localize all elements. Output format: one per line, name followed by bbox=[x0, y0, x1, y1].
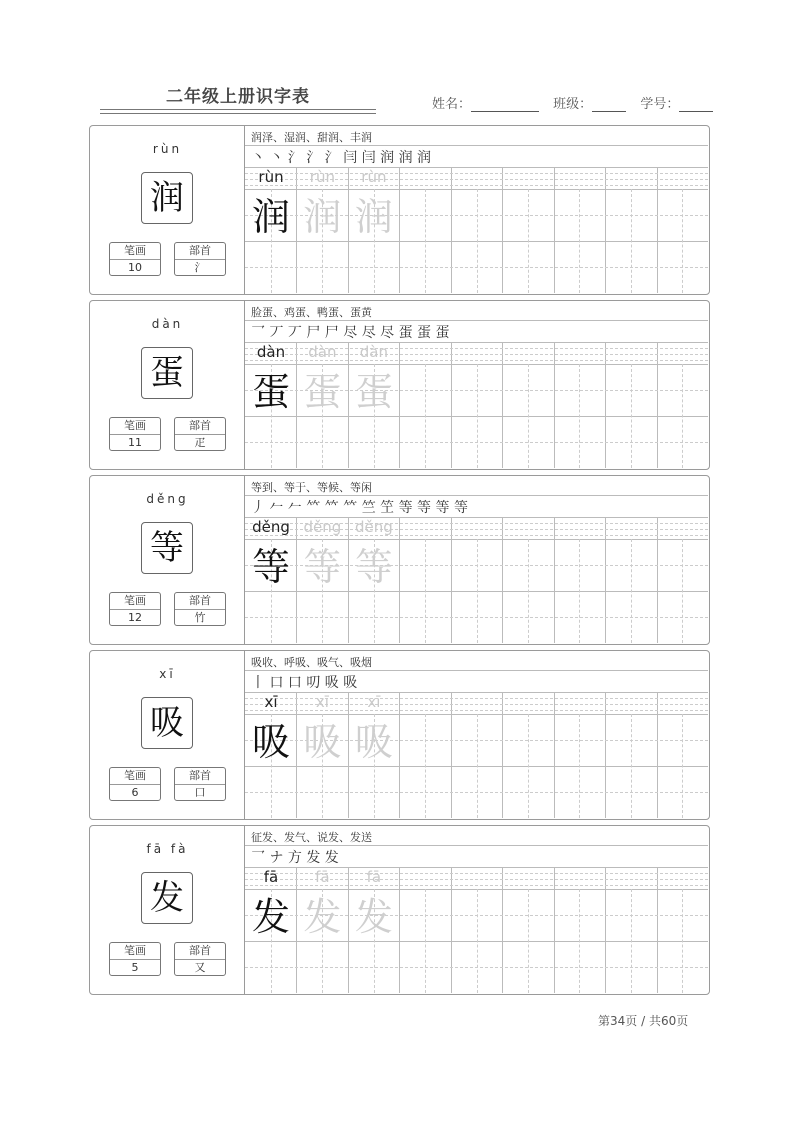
grid-vertical-midline bbox=[579, 539, 580, 643]
model-character: 发 bbox=[251, 895, 290, 939]
character-box: 发 bbox=[141, 872, 193, 924]
grid-vertical-midline bbox=[579, 364, 580, 468]
trace-pinyin: xī bbox=[315, 693, 329, 711]
grid-vertical-midline bbox=[477, 539, 478, 643]
grid-vertical-midline bbox=[528, 364, 529, 468]
stroke-count-label: 笔画 bbox=[110, 593, 160, 610]
stroke-count-value: 5 bbox=[131, 961, 139, 974]
radical-box bbox=[174, 242, 226, 276]
trace-pinyin: fā bbox=[315, 868, 330, 886]
stroke-count-label: 笔画 bbox=[110, 243, 160, 260]
grid-vertical-midline bbox=[528, 539, 529, 643]
practice-grid[interactable] bbox=[245, 517, 708, 643]
trace-pinyin: dàn bbox=[308, 343, 337, 361]
grid-vertical-midline bbox=[425, 889, 426, 993]
trace-character: 等 bbox=[354, 545, 393, 589]
stroke-count-value: 11 bbox=[128, 436, 142, 449]
trace-pinyin: xī bbox=[367, 693, 381, 711]
grid-vertical-midline bbox=[631, 189, 632, 293]
stroke-order: 乛 ナ 方 发 发 bbox=[251, 850, 339, 866]
practice-panel bbox=[245, 826, 708, 994]
character-pinyin: fā fà bbox=[146, 842, 189, 856]
grid-vertical-midline bbox=[579, 189, 580, 293]
grid-vertical-midline bbox=[682, 539, 683, 643]
practice-panel bbox=[245, 126, 708, 294]
stroke-count-box bbox=[109, 942, 161, 976]
page-title: 二年级上册识字表 bbox=[166, 87, 310, 107]
character-box: 润 bbox=[141, 172, 193, 224]
trace-character: 蛋 bbox=[354, 370, 393, 414]
example-words: 征发、发气、说发、发送 bbox=[251, 831, 372, 844]
grid-pinyin: dàn bbox=[256, 343, 286, 361]
name-field[interactable] bbox=[471, 99, 539, 112]
radical-box bbox=[174, 592, 226, 626]
stroke-count-box bbox=[109, 417, 161, 451]
radical-value: 又 bbox=[194, 961, 206, 974]
model-character: 润 bbox=[251, 195, 290, 239]
trace-character: 吸 bbox=[354, 720, 393, 764]
stroke-order: 丶 丶 氵 氵 氵 闫 闫 润 润 润 bbox=[251, 150, 432, 166]
grid-vertical-midline bbox=[682, 364, 683, 468]
id-label: 学号： bbox=[640, 97, 680, 112]
practice-panel bbox=[245, 476, 708, 644]
character-box: 蛋 bbox=[141, 347, 193, 399]
words-divider bbox=[245, 145, 708, 146]
radical-value: 氵 bbox=[194, 261, 206, 274]
trace-pinyin: rùn bbox=[361, 168, 387, 186]
page-header bbox=[0, 0, 800, 120]
radical-label: 部首 bbox=[175, 243, 225, 260]
model-character: 蛋 bbox=[251, 370, 290, 414]
trace-pinyin: fā bbox=[366, 868, 382, 886]
grid-vertical-midline bbox=[477, 364, 478, 468]
practice-grid[interactable] bbox=[245, 167, 708, 293]
grid-pinyin: děng bbox=[252, 518, 290, 536]
grid-vertical-midline bbox=[477, 889, 478, 993]
words-divider bbox=[245, 320, 708, 321]
trace-character: 发 bbox=[303, 895, 342, 939]
stroke-count-label: 笔画 bbox=[110, 768, 160, 785]
grid-vertical-midline bbox=[682, 189, 683, 293]
class-label: 班级： bbox=[553, 97, 593, 112]
character-pinyin: xī bbox=[159, 667, 176, 681]
stroke-count-box bbox=[109, 242, 161, 276]
grid-pinyin: xī bbox=[264, 693, 278, 711]
radical-box bbox=[174, 417, 226, 451]
character-card bbox=[89, 300, 710, 470]
stroke-count-value: 10 bbox=[128, 261, 142, 274]
character-info-panel bbox=[90, 301, 245, 469]
words-divider bbox=[245, 670, 708, 671]
grid-pinyin: rùn bbox=[258, 168, 284, 186]
radical-value: 口 bbox=[194, 786, 206, 799]
grid-vertical-midline bbox=[682, 714, 683, 818]
words-divider bbox=[245, 495, 708, 496]
practice-panel bbox=[245, 651, 708, 819]
character-info-panel bbox=[90, 126, 245, 294]
radical-label: 部首 bbox=[175, 593, 225, 610]
stroke-order: 乛 丆 丆 尸 尸 尽 尽 尽 蛋 蛋 蛋 bbox=[251, 325, 450, 341]
stroke-count-label: 笔画 bbox=[110, 418, 160, 435]
practice-grid[interactable] bbox=[245, 867, 708, 993]
model-character: 吸 bbox=[251, 720, 290, 764]
grid-vertical-midline bbox=[631, 889, 632, 993]
id-field[interactable] bbox=[679, 99, 713, 112]
grid-vertical-midline bbox=[528, 189, 529, 293]
grid-vertical-midline bbox=[631, 364, 632, 468]
stroke-count-box bbox=[109, 767, 161, 801]
character-info-panel bbox=[90, 826, 245, 994]
words-divider bbox=[245, 845, 708, 846]
character-box: 等 bbox=[141, 522, 193, 574]
radical-label: 部首 bbox=[175, 768, 225, 785]
grid-vertical-midline bbox=[425, 539, 426, 643]
stroke-order: 丿 𠂉 𠂉 𥫗 𥫗 𥫗 竺 笁 等 等 等 等 bbox=[251, 500, 468, 516]
stroke-order: 丨 口 口 叨 吸 吸 bbox=[251, 675, 358, 691]
grid-vertical-midline bbox=[477, 189, 478, 293]
character-pinyin: dàn bbox=[151, 317, 184, 331]
trace-character: 发 bbox=[354, 895, 393, 939]
stroke-count-value: 6 bbox=[131, 786, 139, 799]
trace-character: 润 bbox=[303, 195, 342, 239]
example-words: 脸蛋、鸡蛋、鸭蛋、蛋黄 bbox=[251, 306, 372, 319]
practice-panel bbox=[245, 301, 708, 469]
grid-vertical-midline bbox=[579, 889, 580, 993]
title-underline bbox=[100, 109, 376, 114]
radical-value: 疋 bbox=[194, 436, 206, 449]
stroke-count-label: 笔画 bbox=[110, 943, 160, 960]
trace-character: 等 bbox=[303, 545, 342, 589]
grid-vertical-midline bbox=[682, 889, 683, 993]
example-words: 吸收、呼吸、吸气、吸烟 bbox=[251, 656, 372, 669]
trace-character: 吸 bbox=[303, 720, 342, 764]
stroke-count-box bbox=[109, 592, 161, 626]
grid-vertical-midline bbox=[477, 714, 478, 818]
practice-grid[interactable] bbox=[245, 692, 708, 818]
grid-vertical-midline bbox=[631, 714, 632, 818]
character-pinyin: rùn bbox=[152, 142, 183, 156]
class-field[interactable] bbox=[592, 99, 626, 112]
grid-vertical-midline bbox=[425, 364, 426, 468]
page-number: 第34页 / 共60页 bbox=[598, 1014, 689, 1028]
grid-vertical-midline bbox=[528, 714, 529, 818]
example-words: 润泽、湿润、甜润、丰润 bbox=[251, 131, 372, 144]
trace-pinyin: dàn bbox=[359, 343, 388, 361]
example-words: 等到、等于、等候、等闲 bbox=[251, 481, 372, 494]
grid-vertical-midline bbox=[631, 539, 632, 643]
trace-pinyin: rùn bbox=[309, 168, 335, 186]
character-info-panel bbox=[90, 651, 245, 819]
trace-character: 蛋 bbox=[303, 370, 342, 414]
radical-value: 竹 bbox=[194, 611, 206, 624]
radical-label: 部首 bbox=[175, 418, 225, 435]
student-fields bbox=[432, 93, 723, 112]
character-card bbox=[89, 475, 710, 645]
name-label: 姓名： bbox=[432, 97, 472, 112]
title-block bbox=[100, 82, 376, 114]
character-card bbox=[89, 825, 710, 995]
character-card bbox=[89, 125, 710, 295]
trace-pinyin: děng bbox=[355, 518, 393, 536]
radical-box bbox=[174, 942, 226, 976]
stroke-count-value: 12 bbox=[128, 611, 142, 624]
character-box: 吸 bbox=[141, 697, 193, 749]
grid-vertical-midline bbox=[579, 714, 580, 818]
trace-pinyin: děng bbox=[303, 518, 342, 536]
radical-label: 部首 bbox=[175, 943, 225, 960]
radical-box bbox=[174, 767, 226, 801]
trace-character: 润 bbox=[354, 195, 393, 239]
practice-grid[interactable] bbox=[245, 342, 708, 468]
grid-vertical-midline bbox=[528, 889, 529, 993]
grid-pinyin: fā bbox=[263, 868, 279, 886]
character-info-panel bbox=[90, 476, 245, 644]
character-pinyin: děng bbox=[146, 492, 189, 506]
grid-vertical-midline bbox=[425, 189, 426, 293]
grid-vertical-midline bbox=[425, 714, 426, 818]
character-card bbox=[89, 650, 710, 820]
model-character: 等 bbox=[251, 545, 290, 589]
